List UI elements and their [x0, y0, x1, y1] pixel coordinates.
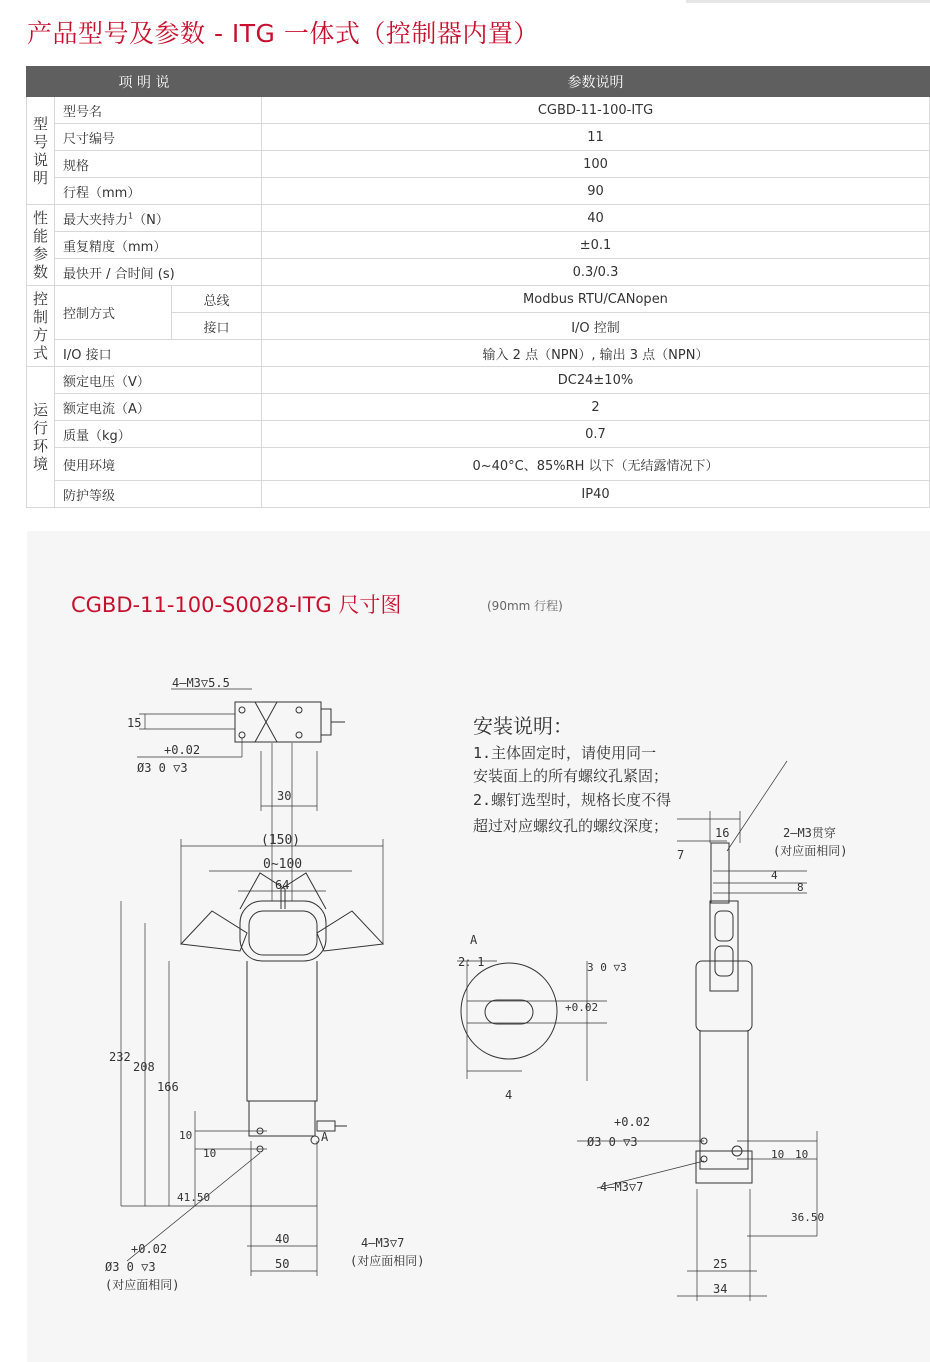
spec-table — [26, 66, 930, 508]
table-row — [27, 481, 930, 508]
dim-label: Ø3 0 ▽3 — [137, 761, 188, 775]
dim-label: 3 0 ▽3 — [587, 961, 627, 974]
row-label: 型号名 — [55, 97, 262, 124]
detail-scale: 2：1 — [458, 955, 485, 969]
left-jaw — [181, 911, 247, 951]
row-label: 规格 — [55, 151, 262, 178]
dim-label: 40 — [275, 1232, 290, 1246]
header-item: 项 明 说 — [27, 67, 262, 97]
table-header — [27, 67, 930, 97]
group-control: 控制方式 — [27, 286, 55, 367]
notes-line: 2.螺钉选型时，规格长度不得 — [473, 791, 672, 809]
row-label: 防护等级 — [55, 481, 262, 508]
table-row — [27, 421, 930, 448]
dim-label: 36.50 — [791, 1211, 825, 1224]
right-jaw — [317, 911, 383, 951]
side-head — [696, 961, 752, 1031]
dim-label: +0.02 — [164, 743, 201, 757]
row-label: I/O 接口 — [55, 340, 262, 367]
leader-line — [727, 761, 787, 851]
detail-slot — [485, 1000, 533, 1024]
dim-label: 2—M3贯穿 — [783, 826, 836, 840]
dim-label: (150) — [261, 833, 301, 848]
table-row — [27, 367, 930, 394]
row-value: 11 — [262, 124, 930, 151]
notes-heading: 安装说明： — [473, 714, 573, 738]
notes-line: 超过对应螺纹孔的螺纹深度； — [473, 817, 669, 835]
table-row — [27, 151, 930, 178]
notes-line: 安装面上的所有螺纹孔紧固； — [473, 767, 669, 785]
dim-label: 30 — [277, 789, 292, 803]
footnote-mark: 1 — [128, 211, 134, 221]
row-value: 0~40°C、85%RH 以下（无结露情况下） — [262, 448, 930, 481]
detail-label: A — [470, 933, 478, 947]
dim-label: 10 — [203, 1147, 217, 1160]
sub-label-io: 接口 — [172, 313, 262, 340]
row-label: 额定电流（A） — [55, 394, 262, 421]
row-value: 90 — [262, 178, 930, 205]
dim-label: 4—M3▽7 — [361, 1236, 405, 1250]
dim-label: (对应面相同) — [105, 1278, 180, 1292]
sub-label-bus: 总线 — [172, 286, 262, 313]
table-row — [27, 286, 930, 313]
table-row — [27, 232, 930, 259]
row-value: DC24±10% — [262, 367, 930, 394]
row-label: 行程（mm） — [55, 178, 262, 205]
row-value: 100 — [262, 151, 930, 178]
dim-label: 10 — [795, 1148, 809, 1161]
dim-label: 8 — [797, 881, 804, 894]
side-finger-tip — [711, 843, 729, 903]
dimension-panel — [27, 531, 930, 1362]
dim-label: 25 — [713, 1257, 728, 1271]
row-label: 额定电压（V） — [55, 367, 262, 394]
table-row — [27, 178, 930, 205]
row-label: 尺寸编号 — [55, 124, 262, 151]
top-divider — [686, 0, 930, 3]
dim-label: 166 — [157, 1080, 179, 1094]
row-value: 0.7 — [262, 421, 930, 448]
dim-label: (对应面相同) — [773, 844, 848, 858]
dim-label: 15 — [127, 716, 142, 730]
dim-label: Ø3 0 ▽3 — [587, 1135, 638, 1149]
group-model: 型号说明 — [27, 97, 55, 205]
drawing-subtitle: (90mm 行程) — [487, 599, 563, 613]
row-label: 质量（kg） — [55, 421, 262, 448]
row-value: 2 — [262, 394, 930, 421]
table-row — [27, 259, 930, 286]
dim-label: 64 — [275, 878, 290, 892]
dim-label: +0.02 — [614, 1115, 651, 1129]
row-value: Modbus RTU/CANopen — [262, 286, 930, 313]
dim-label: +0.02 — [565, 1001, 599, 1014]
dim-label: 4—M3▽7 — [600, 1180, 644, 1194]
dim-label: 4 — [771, 869, 778, 882]
table-row — [27, 448, 930, 481]
dim-label: 50 — [275, 1257, 290, 1271]
row-value: I/O 控制 — [262, 313, 930, 340]
row-label: 重复精度（mm） — [55, 232, 262, 259]
group-environment: 运行环境 — [27, 367, 55, 508]
row-value: 40 — [262, 205, 930, 232]
dim-label: 34 — [713, 1282, 728, 1296]
page-title: 产品型号及参数 - ITG 一体式（控制器内置） — [27, 19, 539, 48]
row-value: CGBD-11-100-ITG — [262, 97, 930, 124]
group-performance: 性能参数 — [27, 205, 55, 286]
table-row — [27, 205, 930, 232]
gripper-body — [247, 961, 317, 1101]
header-value: 参数说明 — [262, 67, 930, 97]
side-slot — [715, 911, 733, 941]
dim-label: 7 — [677, 848, 685, 862]
table-row — [27, 394, 930, 421]
label-unit: （N） — [133, 212, 169, 228]
dimension-drawing — [27, 661, 930, 1362]
dim-label: 208 — [133, 1060, 155, 1074]
dim-label: 0~100 — [263, 857, 303, 872]
dim-label: 4—M3▽5.5 — [172, 676, 230, 690]
row-label: 最快开 / 合时间 (s) — [55, 259, 262, 286]
row-label: 控制方式 — [55, 286, 172, 340]
dim-label: 16 — [715, 826, 730, 840]
dim-label: (对应面相同) — [350, 1254, 425, 1268]
dim-label: 10 — [771, 1148, 785, 1161]
row-value: 0.3/0.3 — [262, 259, 930, 286]
row-value: 输入 2 点（NPN）, 输出 3 点（NPN） — [262, 340, 930, 367]
section-mark: A — [321, 1130, 329, 1144]
table-row — [27, 340, 930, 367]
dim-label: Ø3 0 ▽3 — [105, 1260, 156, 1274]
top-view-connector — [321, 709, 331, 735]
row-label: 使用环境 — [55, 448, 262, 481]
hole-mark — [311, 1136, 319, 1144]
table-row — [27, 124, 930, 151]
table-row — [27, 97, 930, 124]
row-value: IP40 — [262, 481, 930, 508]
dim-label: 41.50 — [177, 1191, 211, 1204]
hole-mark — [239, 707, 245, 713]
detail-circle — [461, 963, 557, 1059]
hole-mark — [239, 732, 245, 738]
gripper-head — [240, 901, 326, 961]
row-value: ±0.1 — [262, 232, 930, 259]
dim-label: 10 — [179, 1129, 193, 1142]
label-text: 最大夹持力 — [63, 212, 129, 228]
dim-label: +0.02 — [131, 1242, 168, 1256]
hole-mark — [296, 732, 302, 738]
dim-label: 232 — [109, 1050, 131, 1064]
notes-line: 1.主体固定时，请使用同一 — [473, 744, 657, 762]
hole-mark — [296, 707, 302, 713]
top-view-body — [235, 702, 321, 742]
gripper-cover — [249, 911, 317, 955]
drawing-title: CGBD-11-100-S0028-ITG 尺寸图 — [71, 593, 402, 617]
row-label — [55, 205, 262, 232]
dim-label: 4 — [505, 1088, 513, 1102]
